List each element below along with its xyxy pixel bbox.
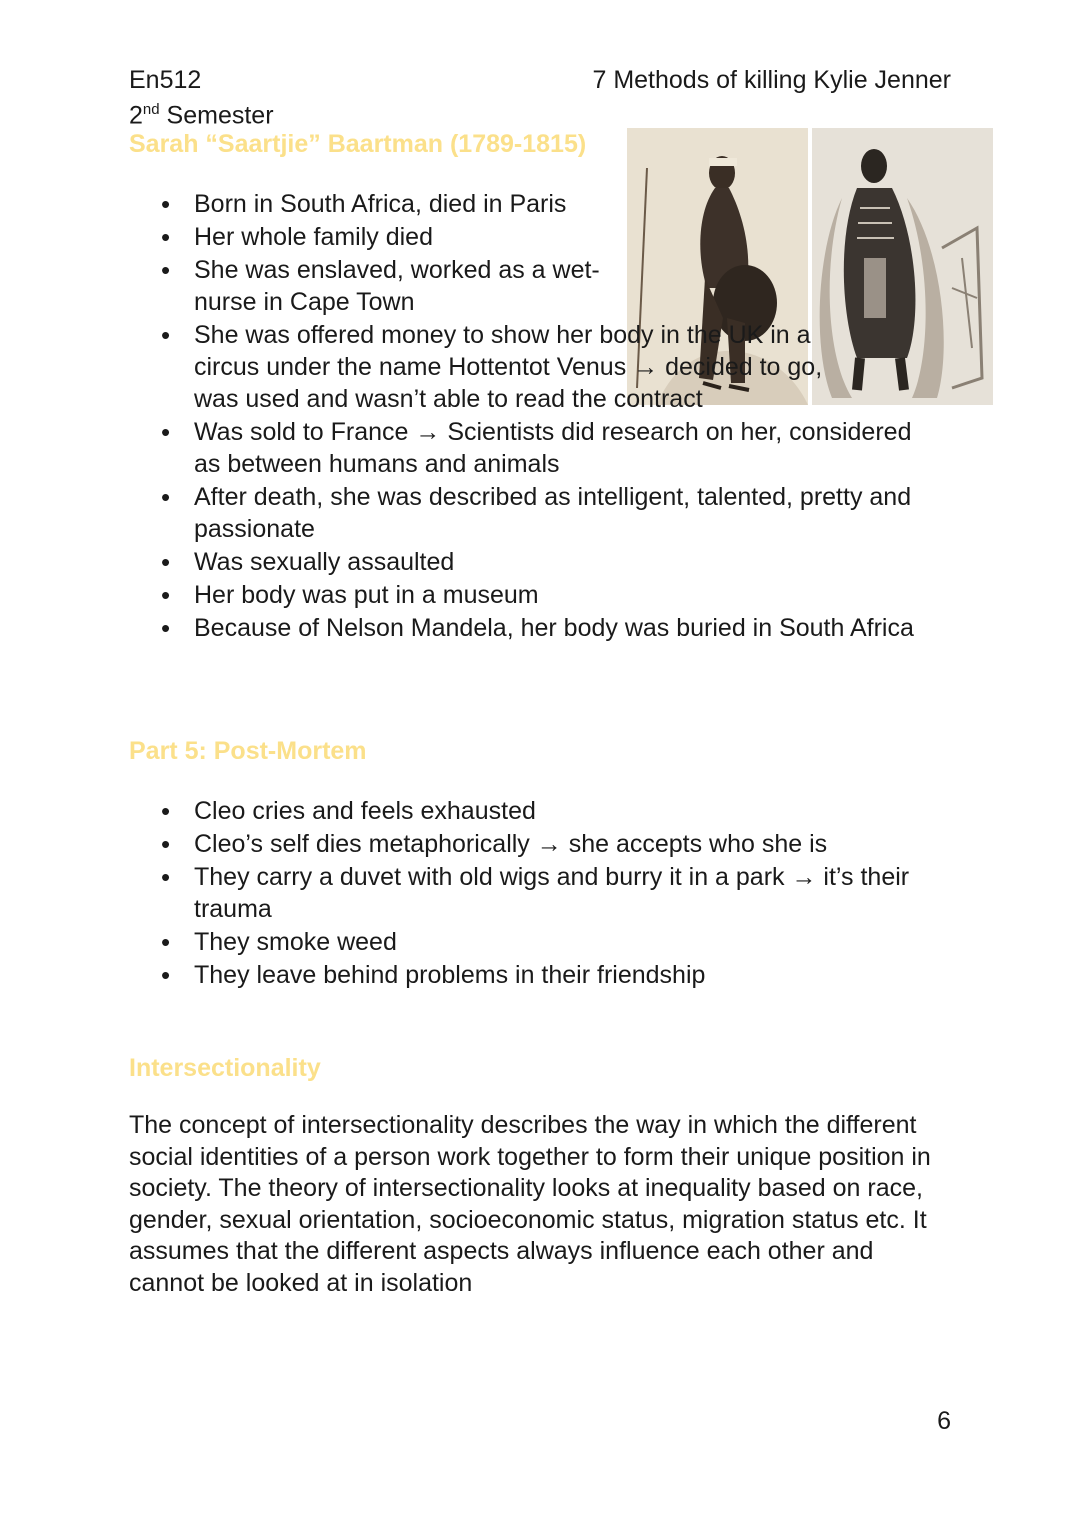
list-item: • Cleo cries and feels exhausted [129,795,929,827]
list-item: • Because of Nelson Mandela, her body was buried in South Africa [129,612,929,644]
list-item: • They smoke weed [129,926,929,958]
list-item: • Her body was put in a museum [129,579,929,611]
list-item: • After death, she was described as intelligent, talented, pretty and passionate [129,481,929,545]
list-item: • Was sold to France → Scientists did research on her, considered as between humans and animals [129,416,929,480]
course-code: En512 [129,66,202,94]
list-item: • Her whole family died [129,221,624,253]
semester-word: Semester [166,101,274,130]
section-heading-post-mortem: Part 5: Post-Mortem [129,737,367,765]
list-item: • They leave behind problems in their friendship [129,959,929,991]
list-item: • She was enslaved, worked as a wet-nurse in Cape Town [129,254,624,318]
baartman-facts-list [129,188,929,645]
semester [129,95,274,130]
semester-suffix: nd [142,101,160,118]
semester-number: 2 [129,101,143,130]
post-mortem-list [129,795,929,992]
page-number: 6 [937,1407,951,1435]
list-item: • She was offered money to show her body in the UK in a circus under the name Hottentot Venus → decided to go, was used and wasn’t able to read the contract [129,319,829,415]
list-item: • Cleo’s self dies metaphorically → she accepts who she is [129,828,929,860]
section-heading-baartman: Sarah “Saartjie” Baartman (1789-1815) [129,130,587,158]
list-item: • They carry a duvet with old wigs and burry it in a park → it’s their trauma [129,861,929,925]
book-title: 7 Methods of killing Kylie Jenner [592,66,951,94]
section-heading-intersectionality: Intersectionality [129,1054,321,1082]
list-item: • Born in South Africa, died in Paris [129,188,624,220]
list-item: • Was sexually assaulted [129,546,929,578]
intersectionality-paragraph: The concept of intersectionality describes the way in which the different social identities of a person work together to form their unique position in society. The theory of intersectionality looks at inequality based on race, gender, sexual orientation, socioeconomic status, migration status etc. It assumes that the different aspects always influence each other and cannot be looked at in isolation [129,1111,931,1297]
